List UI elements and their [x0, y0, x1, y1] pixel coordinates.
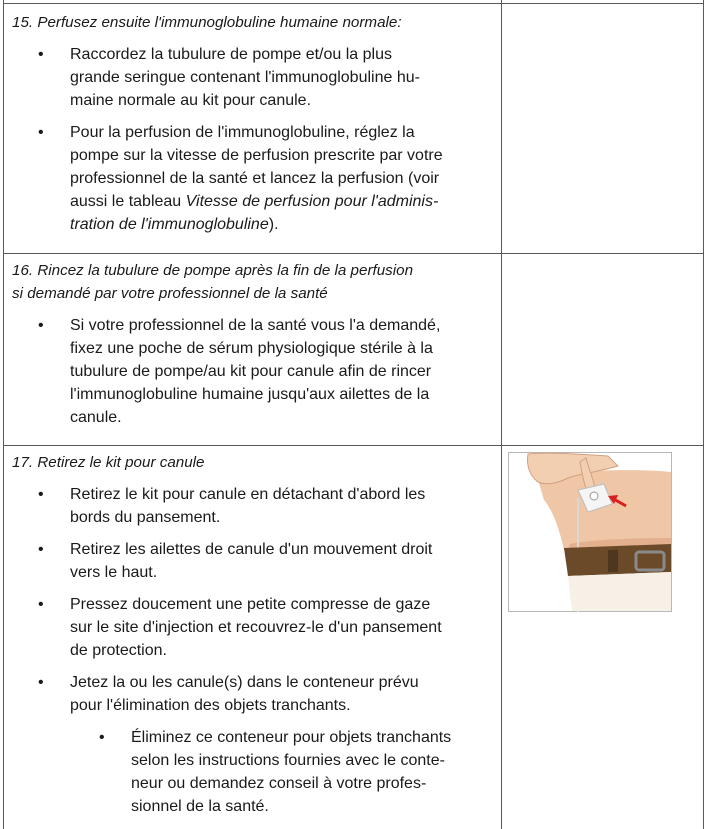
list-item: [12, 314, 501, 429]
heading-line: si demandé par votre professionnel de la santé: [12, 285, 328, 302]
table-row-divider: [3, 445, 704, 446]
text-line: Éliminez ce conteneur pour objets tranchants: [131, 729, 452, 746]
heading-line: 16. Rincez la tubulure de pompe après la fin de la perfusion: [12, 262, 414, 279]
table-row-divider: [3, 3, 704, 4]
text-line: sionnel de la santé.: [131, 798, 269, 815]
step-15-cell: [4, 11, 501, 236]
table-row-divider: [3, 253, 704, 254]
list-item: [12, 483, 501, 529]
text-line: bords du pansement.: [70, 509, 221, 526]
belt-loop: [608, 550, 618, 572]
removing-cannula-kit-illustration: [508, 452, 672, 612]
text-line: Si votre professionnel de la santé vous l'a demandé,: [70, 317, 441, 334]
step-heading: 17. Retirez le kit pour canule: [12, 454, 205, 471]
text-line: de protection.: [70, 642, 167, 659]
text-line: professionnel de la santé et lancez la perfusion (voir: [70, 170, 440, 187]
bullet-list: [12, 43, 501, 236]
step-heading: [12, 259, 501, 305]
text-line: fixez une poche de sérum physiologique stérile à la: [70, 340, 433, 357]
cannula-wing: [590, 492, 598, 500]
text-line: Retirez les ailettes de canule d'un mouvement droit: [70, 541, 433, 558]
trousers-shape: [568, 572, 671, 611]
bullet-list: [12, 483, 501, 717]
text-line: maine normale au kit pour canule.: [70, 92, 312, 109]
table-reference-italic: Vitesse de perfusion pour l'adminis-: [185, 193, 439, 210]
text-line: l'immunoglobuline humaine jusqu'aux ailettes de la: [70, 386, 430, 403]
sub-bullet-list: [12, 726, 501, 818]
text-line: selon les instructions fournies avec le conte-: [131, 752, 445, 769]
table-border-right: [703, 0, 704, 829]
text-line: Jetez la ou les canule(s) dans le conteneur prévu: [70, 674, 419, 691]
text-line: vers le haut.: [70, 564, 158, 581]
step-17-cell: [4, 451, 501, 818]
step-heading: 15. Perfusez ensuite l'immunoglobuline humaine normale:: [12, 14, 402, 31]
text-line: sur le site d'injection et recouvrez-le d'un pansement: [70, 619, 442, 636]
step-16-cell: [4, 259, 501, 429]
table-reference-italic: tration de l'immunoglobuline: [70, 216, 269, 233]
list-item: [12, 43, 501, 112]
text-line: Retirez le kit pour canule en détachant d'abord les: [70, 486, 426, 503]
text-line: Pour la perfusion de l'immunoglobuline, réglez la: [70, 124, 415, 141]
text-line: canule.: [70, 409, 122, 426]
text-line: grande seringue contenant l'immunoglobuline hu-: [70, 69, 420, 86]
list-item: [12, 726, 501, 818]
text-line: aussi le tableau: [70, 193, 186, 210]
list-item: [12, 671, 501, 717]
list-item: [12, 538, 501, 584]
text-line: Raccordez la tubulure de pompe et/ou la plus: [70, 46, 392, 63]
text-line: ).: [268, 216, 279, 233]
list-item: [12, 121, 501, 236]
bullet-list: [12, 314, 501, 429]
text-line: pompe sur la vitesse de perfusion prescrite par votre: [70, 147, 443, 164]
text-line: tubulure de pompe/au kit pour canule afin de rincer: [70, 363, 432, 380]
instructions-table: [3, 0, 704, 829]
list-item: [12, 593, 501, 662]
text-line: Pressez doucement une petite compresse de gaze: [70, 596, 431, 613]
table-column-divider: [501, 0, 502, 829]
text-line: pour l'élimination des objets tranchants.: [70, 697, 351, 714]
text-line: neur ou demandez conseil à votre profes-: [131, 775, 427, 792]
